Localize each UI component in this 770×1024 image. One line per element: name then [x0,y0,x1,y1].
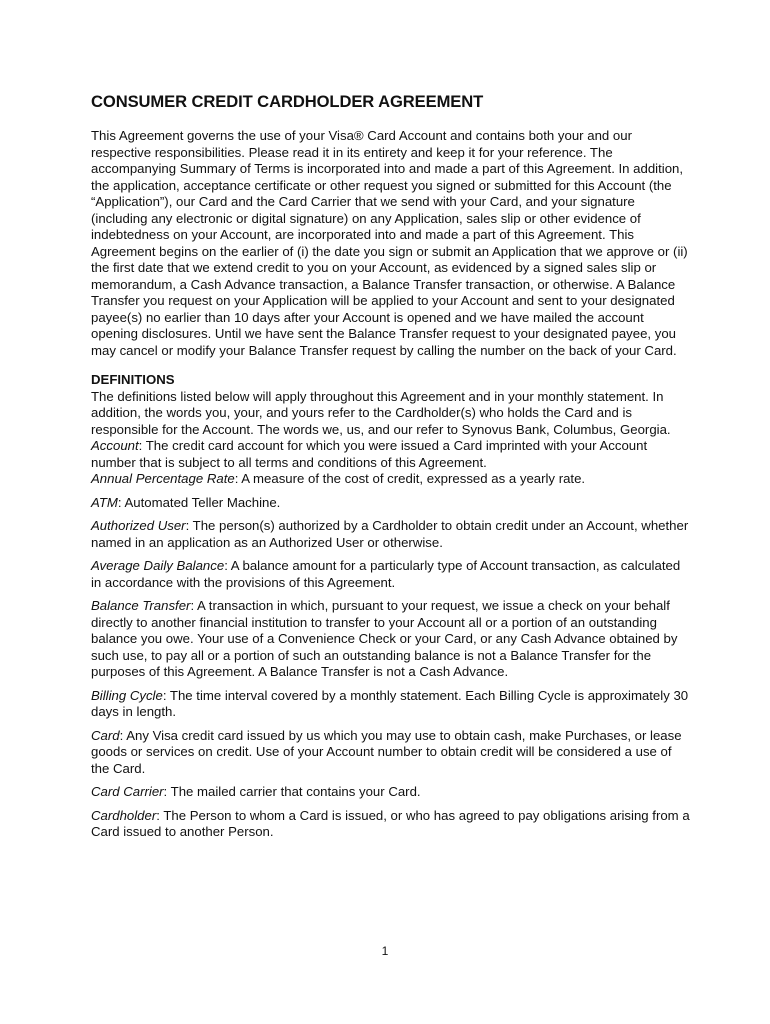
definition-item [91,784,691,801]
definition-term: Cardholder [91,807,157,823]
definition-text: : A balance amount for a particularly type of Account transaction, as calculated in accordance with the provisions of this Agreement. [91,558,681,590]
definition-text: : The person(s) authorized by a Cardholder to obtain credit under an Account, whether named in an application as an Authorized User or otherwise. [91,518,689,550]
document-page [91,92,691,841]
definition-item [91,471,691,488]
definition-text: : Any Visa credit card issued by us which you may use to obtain cash, make Purchases, or lease goods or services on credit. Use of your Account number to obtain credit will be considered a use of the Card. [91,727,682,776]
definition-term: Authorized User [91,518,186,533]
definition-term: Balance Transfer [91,598,191,613]
definition-text: : A measure of the cost of credit, expressed as a yearly rate. [234,471,586,486]
page-number: 1 [381,944,389,958]
intro-paragraph: This Agreement governs the use of your Visa® Card Account and contains both your and our respective responsibilities. Please read it in its entirety and keep it for your reference. The accompanying Summary of Terms is incorporated into and made a part of this Agreement. In addition, the application, acceptance certificate or other request you signed or submitted for this Account (the “Application”), our Card and the Card Carrier that we send with your Card, and your signature (including any electronic or digital signature) on any Application, sales slip or other evidence of indebtedness on your Account, are incorporated into and made a part of this Agreement. This Agreement begins on the earlier of (i) the date you sign or submit an Application that we approve or (ii) the first date that we extend credit to you on your Account, as evidenced by a signed sales slip or memorandum, a Cash Advance transaction, a Balance Transfer transaction, or otherwise. A Balance Transfer you request on your Application will be applied to your Account and sent to your designated payee(s) no earlier than 10 days after your Account is opened and we have mailed the account opening disclosures. Until we have sent the Balance Transfer request to your designated payee, you may cancel or modify your Balance Transfer request by calling the number on the back of your Card. [91,128,688,358]
definition-term: Billing Cycle [91,687,163,703]
definition-item [91,688,691,721]
definition-item [91,728,691,778]
document-title: CONSUMER CREDIT CARDHOLDER AGREEMENT [91,92,484,111]
definition-item [91,438,691,471]
definition-text: : The time interval covered by a monthly statement. Each Billing Cycle is approximately 30 days in length. [91,687,689,719]
definition-text: : The mailed carrier that contains your Card. [163,784,421,799]
definitions-heading: DEFINITIONS [91,372,175,387]
definitions-list [91,438,691,841]
definition-item [91,558,691,591]
definition-text: : Automated Teller Machine. [117,494,281,510]
definition-term: ATM [91,494,118,510]
definition-item [91,495,691,512]
definition-item [91,598,691,681]
definition-term: Card [91,727,120,743]
definition-term: Average Daily Balance [91,558,225,573]
definition-term: Annual Percentage Rate [91,471,235,486]
definition-term: Account [91,438,139,453]
definition-item [91,808,691,841]
definition-text: : The Person to whom a Card is issued, or who has agreed to pay obligations arising from a Card issued to another Person. [91,807,690,839]
definition-term: Card Carrier [91,784,164,799]
definition-item [91,518,691,551]
definition-text: : A transaction in which, pursuant to your request, we issue a check on your behalf directly to another financial institution to transfer to your Account all or a portion of an outstanding balance you owe. Your use of a Convenience Check or your Card, or any Cash Advance obtained by such use, to pay all or a portion of such an outstanding balance is not a Balance Transfer for the purposes of this Agreement. A Balance Transfer is not a Cash Advance. [91,598,678,679]
definitions-intro: The definitions listed below will apply throughout this Agreement and in your monthly statement. In addition, the words you, your, and yours refer to the Cardholder(s) who holds the Card and is responsible for the Account. The words we, us, and our refer to Synovus Bank, Columbus, Georgia. [91,388,671,437]
definition-text: : The credit card account for which you were issued a Card imprinted with your Account number that is subject to all terms and conditions of this Agreement. [91,438,648,470]
